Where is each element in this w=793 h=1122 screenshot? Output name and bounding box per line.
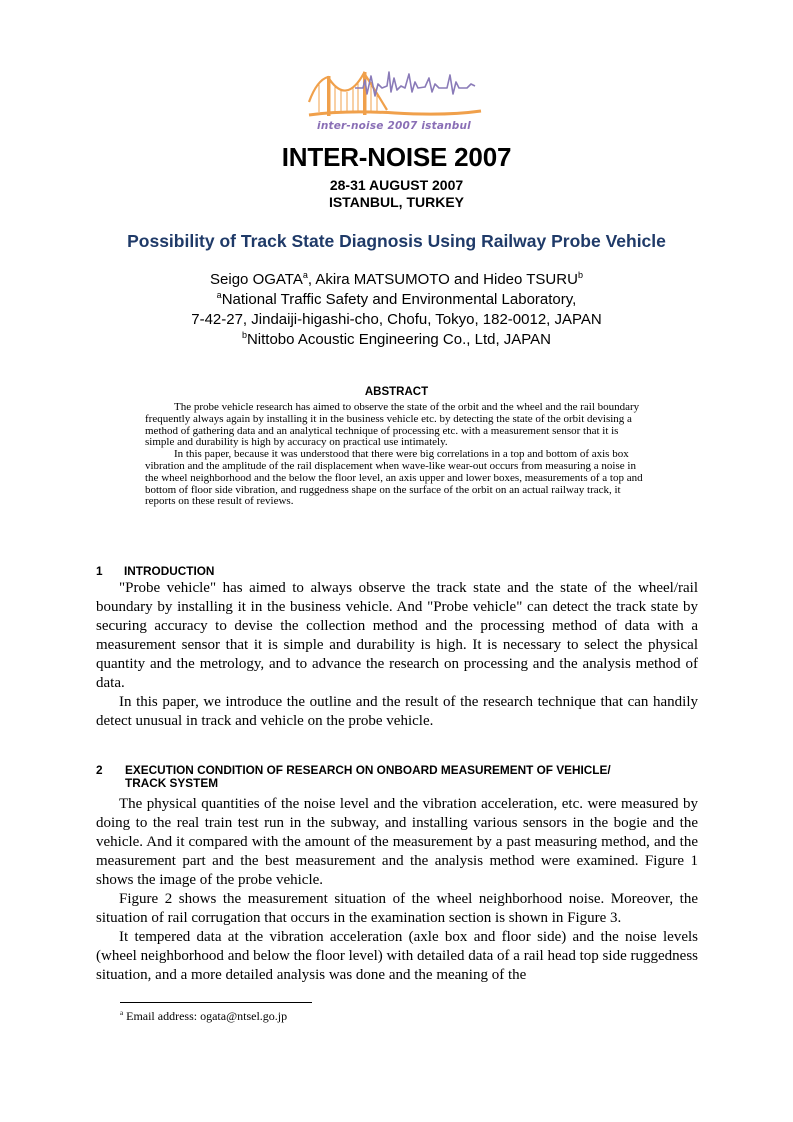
affiliation-name: National Traffic Safety and Environmental Laboratory, <box>221 291 577 308</box>
body-paragraph: The physical quantities of the noise level and the vibration acceleration, etc. were measured by doing to the real train test run in the subway, and installing various sensors in the bogie and the vehicle. And it compared with the amount of the measurement by a past measuring method, and the measurement part and the best measurement and the analysis method were examined. Figure 1 shows the image of the probe vehicle. <box>96 796 698 888</box>
body-paragraph: It tempered data at the vibration acceleration (axle box and floor side) and the noise levels (wheel neighborhood and below the floor level) with detailed data of a rail head top side ruggedness situation, and a more detailed analysis was done and the meaning of the <box>96 929 698 983</box>
section-number: 2 <box>96 763 103 777</box>
affiliation-marker: b <box>241 330 247 340</box>
abstract-body <box>145 402 650 508</box>
section-body-execution-condition <box>96 795 698 985</box>
affiliation-name: Nittobo Acoustic Engineering Co., Ltd, JAPAN <box>246 331 552 348</box>
affiliation-a <box>0 290 793 310</box>
affiliation-marker: a <box>216 290 222 300</box>
section-title-line: TRACK SYSTEM <box>125 776 219 790</box>
section-number: 1 <box>96 564 103 578</box>
abstract-paragraph: The probe vehicle research has aimed to observe the state of the orbit and the wheel and the rail boundary frequently always again by installing it in the business vehicle etc. by detecting the state of the orbit devising a method of gathering data and an analytical technique of processing etc. with a measurement sensor that it is simple and durability is high by accuracy on practical use intimately. <box>145 401 640 449</box>
author-names: , Akira MATSUMOTO and Hideo TSURU <box>307 271 578 288</box>
conference-logo <box>305 66 483 136</box>
footnote <box>120 1009 287 1024</box>
affiliation-marker: b <box>577 270 583 280</box>
footnote-text: Email address: ogata@ntsel.go.jp <box>126 1009 288 1023</box>
section-heading-introduction <box>96 565 696 578</box>
author-line <box>0 270 793 290</box>
affiliation-a-address: 7-42-27, Jindaiji-higashi-cho, Chofu, Tokyo, 182-0012, JAPAN <box>191 311 602 328</box>
conference-title: INTER-NOISE 2007 <box>281 142 512 172</box>
section-title: INTRODUCTION <box>124 564 215 578</box>
affiliation-marker: a <box>302 270 308 280</box>
abstract-paragraph: In this paper, because it was understood that there were big correlations in a top and bottom of axis box vibration and the amplitude of the rail displacement when wave-like wear-out occurs from measuring a noise in the wheel neighborhood and the below the floor level, an axis upper and lower boxes, measurements of a top and bottom of floor side vibration, and ruggedness shape on the surface of the orbit on an actual railway track, it reports on these result of reviews. <box>145 448 643 508</box>
bosphorus-bridge-logo-icon <box>305 66 483 122</box>
author-name: Seigo OGATA <box>210 271 303 288</box>
section-heading-execution-condition <box>96 764 696 790</box>
conference-place: ISTANBUL, TURKEY <box>328 194 465 210</box>
affiliation-b <box>0 330 793 350</box>
section-title-line: EXECUTION CONDITION OF RESEARCH ON ONBOARD MEASUREMENT OF VEHICLE/ <box>125 763 611 777</box>
abstract-heading: ABSTRACT <box>364 386 429 398</box>
section-body-introduction <box>96 579 698 731</box>
logo-text: inter-noise 2007 istanbul <box>317 120 471 132</box>
author-block <box>0 270 793 350</box>
body-paragraph: Figure 2 shows the measurement situation of the wheel neighborhood noise. Moreover, the situation of rail corrugation that occurs in the examination section is shown in Figure 3. <box>96 891 698 926</box>
body-paragraph: "Probe vehicle" has aimed to always observe the track state and the state of the wheel/rail boundary by installing it in the business vehicle. And "Probe vehicle" can detect the track state by securing accuracy to devise the collection method and the processing method of data with a measurement sensor that it is simple and durability is high. It is necessary to select the physical quantity and the metrology, and to advance the research on processing and the analysis method of data. <box>96 580 698 691</box>
body-paragraph: In this paper, we introduce the outline and the result of the research technique that can handily detect unusual in track and vehicle on the probe vehicle. <box>96 694 698 729</box>
conference-date: 28-31 AUGUST 2007 <box>329 177 464 193</box>
footnote-divider <box>120 1002 312 1003</box>
footnote-marker: a <box>120 1009 124 1017</box>
paper-title: Possibility of Track State Diagnosis Using Railway Probe Vehicle <box>127 231 666 251</box>
